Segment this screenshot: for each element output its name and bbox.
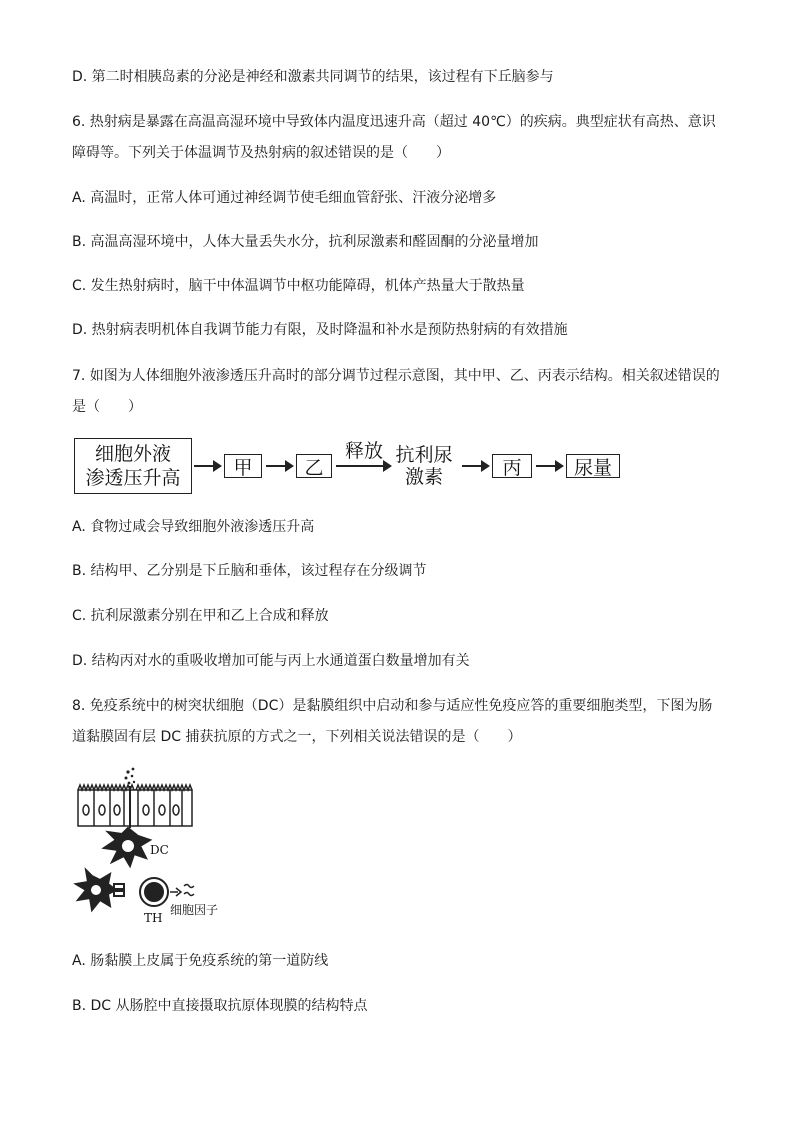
flow-start-line1: 细胞外液 [94,443,171,465]
q7-stem-line2: 是（ ） [72,399,142,415]
flow-node-yi: 乙 [296,454,332,478]
q6-option-a: A. 高温时，正常人体可通过神经调节使毛细血管舒张、汗液分泌增多 [72,190,497,206]
dc-cell-icon [104,828,150,866]
q8-stem-line1: 8. 免疫系统中的树突状细胞（DC）是黏膜组织中启动和参与适应性免疫应答的重要细胞类型，下图为肠 [72,698,713,714]
flow-start-box [74,438,192,494]
flow-arrow-2 [266,465,292,467]
flow-arrow-release [336,465,390,467]
flow-adh-label [392,444,456,488]
dc-label: DC [150,843,169,857]
flow-arrow-4 [536,465,562,467]
dc-th-interaction-icon [76,870,181,910]
q8-option-a: A. 肠黏膜上皮属于免疫系统的第一道防线 [72,953,329,969]
q8-option-b: B. DC 从肠腔中直接摄取抗原体现膜的结构特点 [72,998,368,1014]
th-label: TH [144,911,163,925]
q6-option-b: B. 高温高湿环境中，人体大量丢失水分，抗利尿激素和醛固酮的分泌量增加 [72,234,539,250]
q6-stem-line1: 6. 热射病是暴露在高温高湿环境中导致体内温度迅速升高（超过 40℃）的疾病。典型症状有高热、意识 [72,114,716,130]
q7-option-b: B. 结构甲、乙分别是下丘脑和垂体，该过程存在分级调节 [72,563,427,579]
q6-option-d: D. 热射病表明机体自我调节能力有限，及时降温和补水是预防热射病的有效措施 [72,322,568,338]
cytokine-icon [184,885,194,896]
flow-start-line2: 渗透压升高 [85,467,181,489]
q8-stem-line2: 道黏膜固有层 DC 捕获抗原的方式之一，下列相关说法错误的是（ ） [72,729,522,745]
q7-option-c: C. 抗利尿激素分别在甲和乙上合成和释放 [72,608,329,624]
flow-end-box: 尿量 [566,454,620,478]
q7-stem-line1: 7. 如图为人体细胞外液渗透压升高时的部分调节过程示意图，其中甲、乙、丙表示结构。相关叙述错误的 [72,368,720,384]
q7-option-d: D. 结构丙对水的重吸收增加可能与丙上水通道蛋白数量增加有关 [72,653,470,669]
flow-arrow-1 [194,465,220,467]
flow-adh-line1: 抗利尿 [395,444,453,466]
epithelial-layer [78,785,192,828]
q7-option-a: A. 食物过咸会导致细胞外液渗透压升高 [72,519,315,535]
flow-release-label: 释放 [344,440,383,462]
q6-option-c: C. 发生热射病时，脑干中体温调节中枢功能障碍，机体产热量大于散热量 [72,278,525,294]
q6-stem-line2: 障碍等。下列关于体温调节及热射病的叙述错误的是（ ） [72,145,450,161]
cytokine-label: 细胞因子 [170,903,219,917]
q8-dc-figure [70,766,250,931]
flow-node-jia: 甲 [224,454,262,478]
antigen-particles [125,768,136,785]
q5-option-d: D. 第二时相胰岛素的分泌是神经和激素共同调节的结果，该过程有下丘脑参与 [72,69,554,85]
flow-node-bing: 丙 [492,454,532,478]
flow-adh-line2: 激素 [404,466,443,488]
flow-arrow-3 [462,465,488,467]
